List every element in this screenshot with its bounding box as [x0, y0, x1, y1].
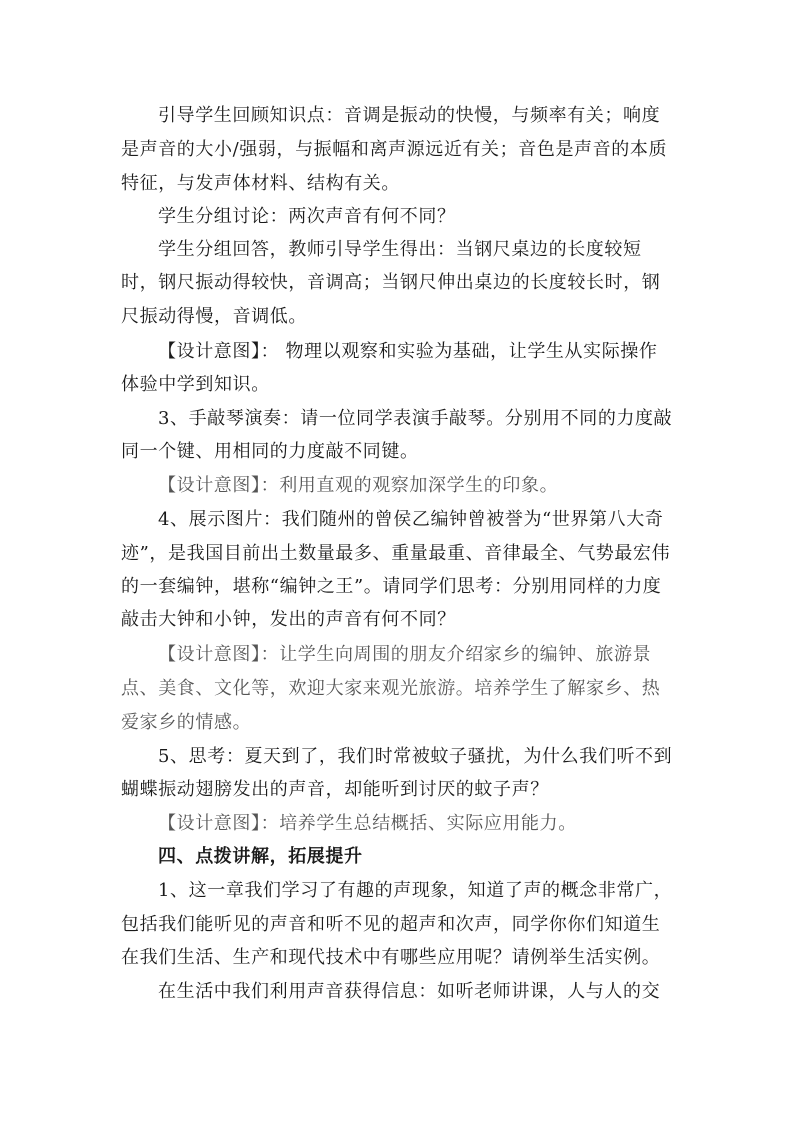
- paragraph-line: 蝴蝶振动翅膀发出的声音，却能听到讨厌的蚊子声？: [121, 779, 549, 800]
- paragraph-line: 同一个键、用相同的力度敲不同键。: [121, 441, 419, 462]
- paragraph-line: 1、这一章我们学习了有趣的声现象，知道了声的概念非常广，: [158, 880, 673, 901]
- section-heading: 四、点拨讲解，拓展提升: [158, 846, 363, 867]
- paragraph-line: 5、思考：夏天到了，我们时常被蚊子骚扰，为什么我们听不到: [158, 746, 673, 767]
- paragraph-line: 在生活中我们利用声音获得信息：如听老师讲课，人与人的交: [158, 981, 661, 1002]
- paragraph-line: 学生分组讨论：两次声音有何不同？: [158, 206, 456, 227]
- design-intent-line: 【设计意图】：利用直观的观察加深学生的印象。: [158, 475, 559, 496]
- paragraph-line: 点、美食、文化等，欢迎大家来观光旅游。培养学生了解家乡、热: [121, 678, 661, 699]
- paragraph-line: 引导学生回顾知识点：音调是振动的快慢，与频率有关；响度: [158, 105, 661, 126]
- paragraph-line: 时，钢尺振动得较快，音调高；当钢尺伸出桌边的长度较长时，钢: [121, 272, 661, 293]
- design-intent-line: 【设计意图】：培养学生总结概括、实际应用能力。: [158, 813, 577, 834]
- paragraph-line: 在我们生活、生产和现代技术中有哪些应用呢？请例举生活实例。: [121, 947, 661, 968]
- paragraph-line: 特征，与发声体材料、结构有关。: [121, 173, 400, 194]
- paragraph-line: 4、展示图片：我们随州的曾侯乙编钟曾被誉为“世界第八大奇: [158, 509, 664, 530]
- design-intent-line: 【设计意图】：让学生向周围的朋友介绍家乡的编钟、旅游景: [158, 644, 652, 665]
- paragraph-line: 迹”，是我国目前出土数量最多、重量最重、音律最全、气势最宏伟: [121, 543, 671, 564]
- paragraph-line: 尺振动得慢，音调低。: [121, 306, 307, 327]
- paragraph-line: 是声音的大小/强弱，与振幅和离声源远近有关；音色是声音的本质: [121, 139, 668, 160]
- paragraph-line: 的一套编钟，堪称“编钟之王”。请同学们思考：分别用同样的力度: [121, 576, 662, 597]
- paragraph-line: 3、手敲琴演奏：请一位同学表演手敲琴。分别用不同的力度敲: [158, 408, 673, 429]
- paragraph-line: 体验中学到知识。: [121, 374, 270, 395]
- paragraph-line: 敲击大钟和小钟，发出的声音有何不同？: [121, 609, 456, 630]
- paragraph-line: 爱家乡的情感。: [121, 712, 252, 733]
- paragraph-line: 包括我们能听见的声音和听不见的超声和次声，同学你你们知道生: [121, 914, 661, 935]
- paragraph-line: 学生分组回答，教师引导学生得出：当钢尺桌边的长度较短: [158, 239, 642, 260]
- design-intent-line: 【设计意图】： 物理以观察和实验为基础，让学生从实际操作: [158, 341, 658, 362]
